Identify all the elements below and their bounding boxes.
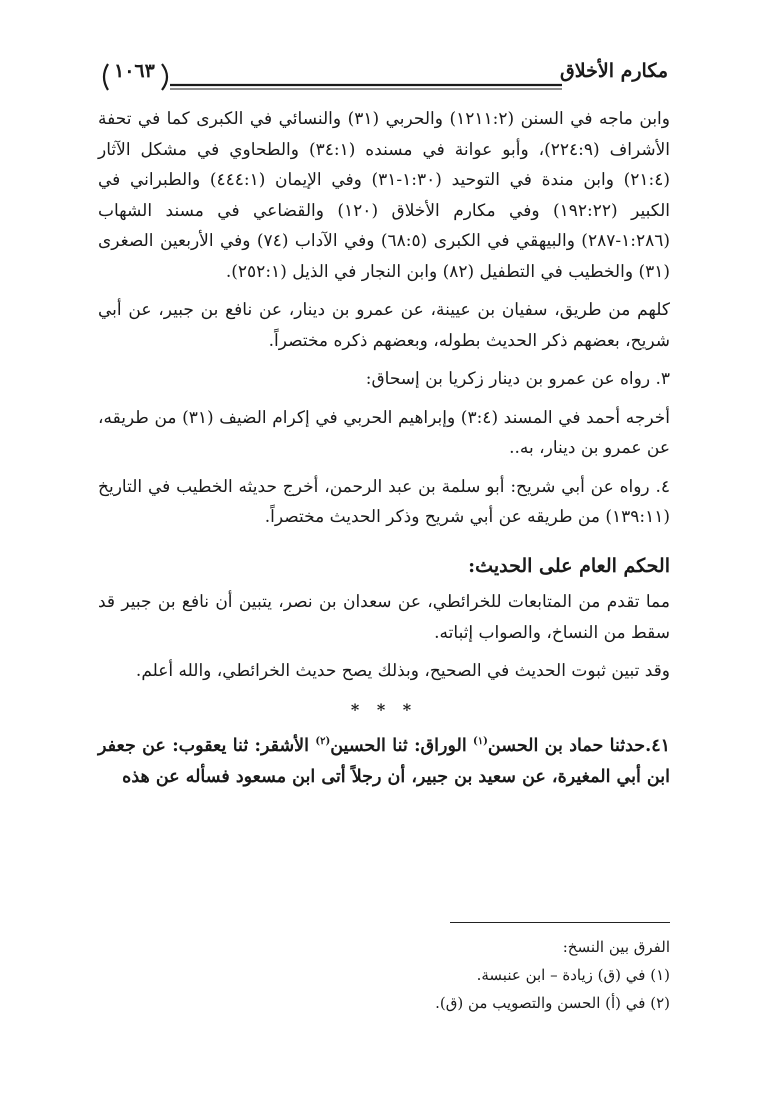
footnote-ref-2[interactable]: (٢) bbox=[315, 736, 331, 748]
paragraph-item-3: ٣. رواه عن عمرو بن دينار زكريا بن إسحاق: bbox=[365, 369, 670, 389]
footnote-rule bbox=[450, 922, 670, 923]
section-heading: الحكم العام على الحديث: bbox=[468, 554, 670, 577]
hadith-text-2: الوراق: ثنا الحسين bbox=[330, 736, 474, 756]
verdict-paragraph-2: وقد تبين ثبوت الحديث في الصحيح، وبذلك يصح حديث الخرائطي، والله أعلم. bbox=[135, 661, 670, 681]
footnote-ref-1[interactable]: (١) bbox=[473, 736, 488, 748]
footnotes bbox=[98, 922, 670, 1017]
running-title: مكارم الأخلاق bbox=[560, 60, 668, 82]
page-header bbox=[100, 58, 670, 96]
footnote-1: (١) في (ق) زيادة – ابن عنبسة. bbox=[476, 966, 670, 984]
paragraph-item-4: ٤. رواه عن أبي شريح: أبو سلمة بن عبد الرحمن، أخرج حديثه الخطيب في التاريخ (١٣٩:١١) من طريقه عن أبي شريح وذكر الحديث مختصراً. bbox=[98, 476, 670, 527]
section-separator: * * * bbox=[350, 699, 418, 719]
hadith-text-1: ٤١.حدثنا حماد بن الحسن bbox=[487, 736, 670, 756]
hadith-41 bbox=[98, 731, 670, 792]
hadith-text-3: الأشقر: ثنا يعقوب: عن جعفر ابن أبي المغيرة، عن سعيد بن جبير، أن رجلاً أتى ابن مسعود فسأله عن هذه bbox=[98, 736, 670, 787]
verdict-paragraph-1: مما تقدم من المتابعات للخرائطي، عن سعدان بن نصر، يتبين أن نافع بن جبير قد سقط من النساخ، والصواب إثباته. bbox=[98, 592, 670, 643]
paragraph-chain: كلهم من طريق، سفيان بن عيينة، عن عمرو بن دينار، عن نافع بن جبير، عن أبي شريح، بعضهم ذكر الحديث بطوله، وبعضهم ذكره مختصراً. bbox=[98, 300, 670, 351]
paragraph-takhrij: وابن ماجه في السنن (١٢١١:٢) والحربي (٣١) والنسائي في الكبرى كما في تحفة الأشراف (٢٢٤:٩)، وأبو عوانة في مسنده (٣٤:١) والطحاوي في مشكل الآثار (٢١:٤) وابن مندة في التوحيد (١:٣٠-٣١) وفي الإيمان (٤٤٤:١) والطبراني في الكبير (١٩٢:٢٢) وفي مكارم الأخلاق (١٢٠) والقضاعي في مسند الشهاب (١:٢٨٦-٢٨٧) والبيهقي في الكبرى (٦٨:٥) وفي الآداب (٧٤) وفي الأربعين الصغرى (٣١) والخطيب في التطفيل (٨٢) وابن النجار في الذيل (٢٥٢:١). bbox=[98, 109, 671, 282]
paragraph-item-3-detail: أخرجه أحمد في المسند (٣:٤) وإبراهيم الحربي في إكرام الضيف (٣١) من طريقه، عن عمرو بن دينار، به.. bbox=[98, 407, 670, 458]
main-text bbox=[98, 104, 670, 800]
footnote-2: (٢) في (أ) الحسن والتصويب من (ق). bbox=[435, 994, 670, 1012]
footnotes-title: الفرق بين النسخ: bbox=[562, 938, 670, 956]
page-number: ١٠٦٣ bbox=[114, 60, 155, 82]
